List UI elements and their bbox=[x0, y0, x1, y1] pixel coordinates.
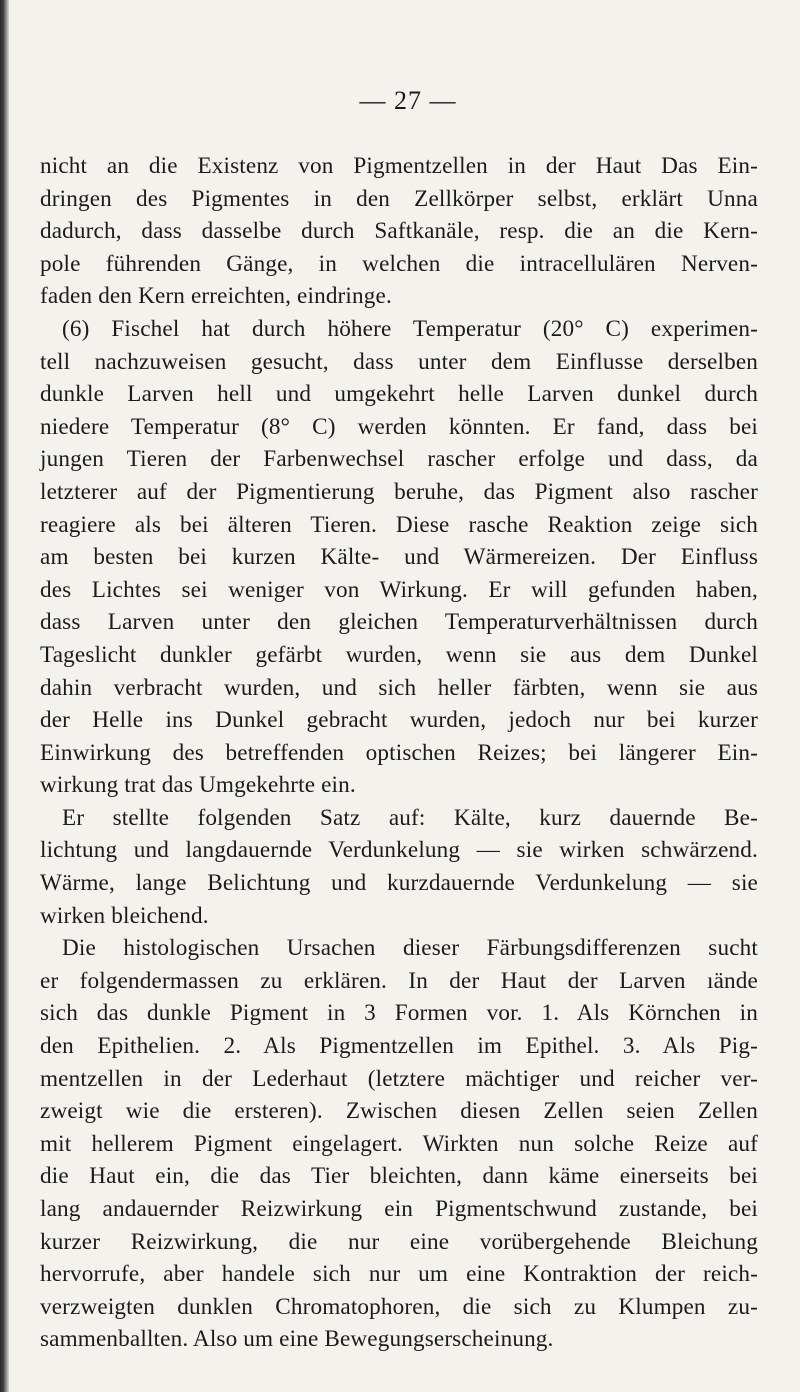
text-line: Die histologischen Ursachen dieser Färbungsdifferenzen sucht bbox=[62, 935, 758, 962]
book-binding-edge bbox=[0, 0, 9, 1392]
text-line: zweigt wie die ersteren). Zwischen diesen Zellen seien Zellen bbox=[40, 1098, 758, 1125]
text-line: mentzellen in der Lederhaut (letztere mächtiger und reicher ver- bbox=[40, 1065, 758, 1092]
text-line: Er stellte folgenden Satz auf: Kälte, kurz dauernde Be- bbox=[62, 804, 758, 831]
text-line: dahin verbracht wurden, und sich heller färbten, wenn sie aus bbox=[40, 674, 758, 701]
text-line: wirken bleichend. bbox=[40, 902, 209, 929]
text-line: hervorrufe, aber handele sich nur um eine Kontraktion der reich- bbox=[40, 1261, 758, 1288]
text-line: Einwirkung des betreffenden optischen Reizes; bei längerer Ein- bbox=[40, 739, 758, 766]
text-line: Tageslicht dunkler gefärbt wurden, wenn sie aus dem Dunkel bbox=[40, 641, 758, 668]
text-line: faden den Kern erreichten, eindringe. bbox=[40, 283, 392, 310]
text-line: tell nachzuweisen gesucht, dass unter dem Einflusse derselben bbox=[40, 348, 758, 375]
text-line: pole führenden Gänge, in welchen die intracellulären Nerven- bbox=[40, 250, 758, 277]
text-line: niedere Temperatur (8° C) werden könnten. Er fand, dass bei bbox=[40, 413, 758, 440]
text-line: dunkle Larven hell und umgekehrt helle Larven dunkel durch bbox=[40, 381, 758, 408]
text-line: verzweigten dunklen Chromatophoren, die sich zu Klumpen zu- bbox=[40, 1293, 758, 1320]
text-line: dringen des Pigmentes in den Zellkörper selbst, erklärt Unna bbox=[40, 185, 758, 212]
text-line: kurzer Reizwirkung, die nur eine vorübergehende Bleichung bbox=[40, 1228, 758, 1255]
text-line: dass Larven unter den gleichen Temperaturverhältnissen durch bbox=[40, 609, 758, 636]
text-line: reagiere als bei älteren Tieren. Diese rasche Reaktion zeige sich bbox=[40, 511, 758, 538]
text-line: (6) Fischel hat durch höhere Temperatur (20° C) experimen- bbox=[62, 315, 758, 342]
text-line: sich das dunkle Pigment in 3 Formen vor. 1. Als Körnchen in bbox=[40, 1000, 758, 1027]
text-line: den Epithelien. 2. Als Pigmentzellen im Epithel. 3. Als Pig- bbox=[40, 1033, 758, 1060]
text-line: der Helle ins Dunkel gebracht wurden, jedoch nur bei kurzer bbox=[40, 707, 758, 734]
text-line: mit hellerem Pigment eingelagert. Wirkten nun solche Reize auf bbox=[40, 1130, 758, 1157]
text-line: dadurch, dass dasselbe durch Saftkanäle, resp. die an die Kern- bbox=[40, 218, 758, 245]
text-line: Wärme, lange Belichtung und kurzdauernde Verdunkelung — sie bbox=[40, 870, 758, 897]
text-line: lang andauernder Reizwirkung ein Pigmentschwund zustande, bei bbox=[40, 1196, 758, 1222]
text-line: des Lichtes sei weniger von Wirkung. Er will gefunden haben, bbox=[40, 576, 758, 603]
text-line: wirkung trat das Umgekehrte ein. bbox=[40, 772, 356, 799]
text-line: letzterer auf der Pigmentierung beruhe, das Pigment also rascher bbox=[40, 478, 758, 505]
text-line: jungen Tieren der Farbenwechsel rascher erfolge und dass, da bbox=[40, 446, 758, 473]
text-line: nicht an die Existenz von Pigmentzellen in der Haut Das Ein- bbox=[40, 153, 758, 179]
text-line: am besten bei kurzen Kälte- und Wärmereizen. Der Einfluss bbox=[40, 544, 758, 571]
body-text bbox=[40, 150, 758, 1356]
text-line: die Haut ein, die das Tier bleichten, dann käme einerseits bei bbox=[40, 1163, 758, 1190]
text-line: sammenballten. Also um eine Bewegungserscheinung. bbox=[40, 1326, 554, 1353]
text-line: lichtung und langdauernde Verdunkelung — sie wirken schwärzend. bbox=[40, 837, 758, 864]
text-line: er folgendermassen zu erklären. In der Haut der Larven ıände bbox=[40, 967, 758, 994]
page-number: — 27 — bbox=[359, 86, 457, 115]
